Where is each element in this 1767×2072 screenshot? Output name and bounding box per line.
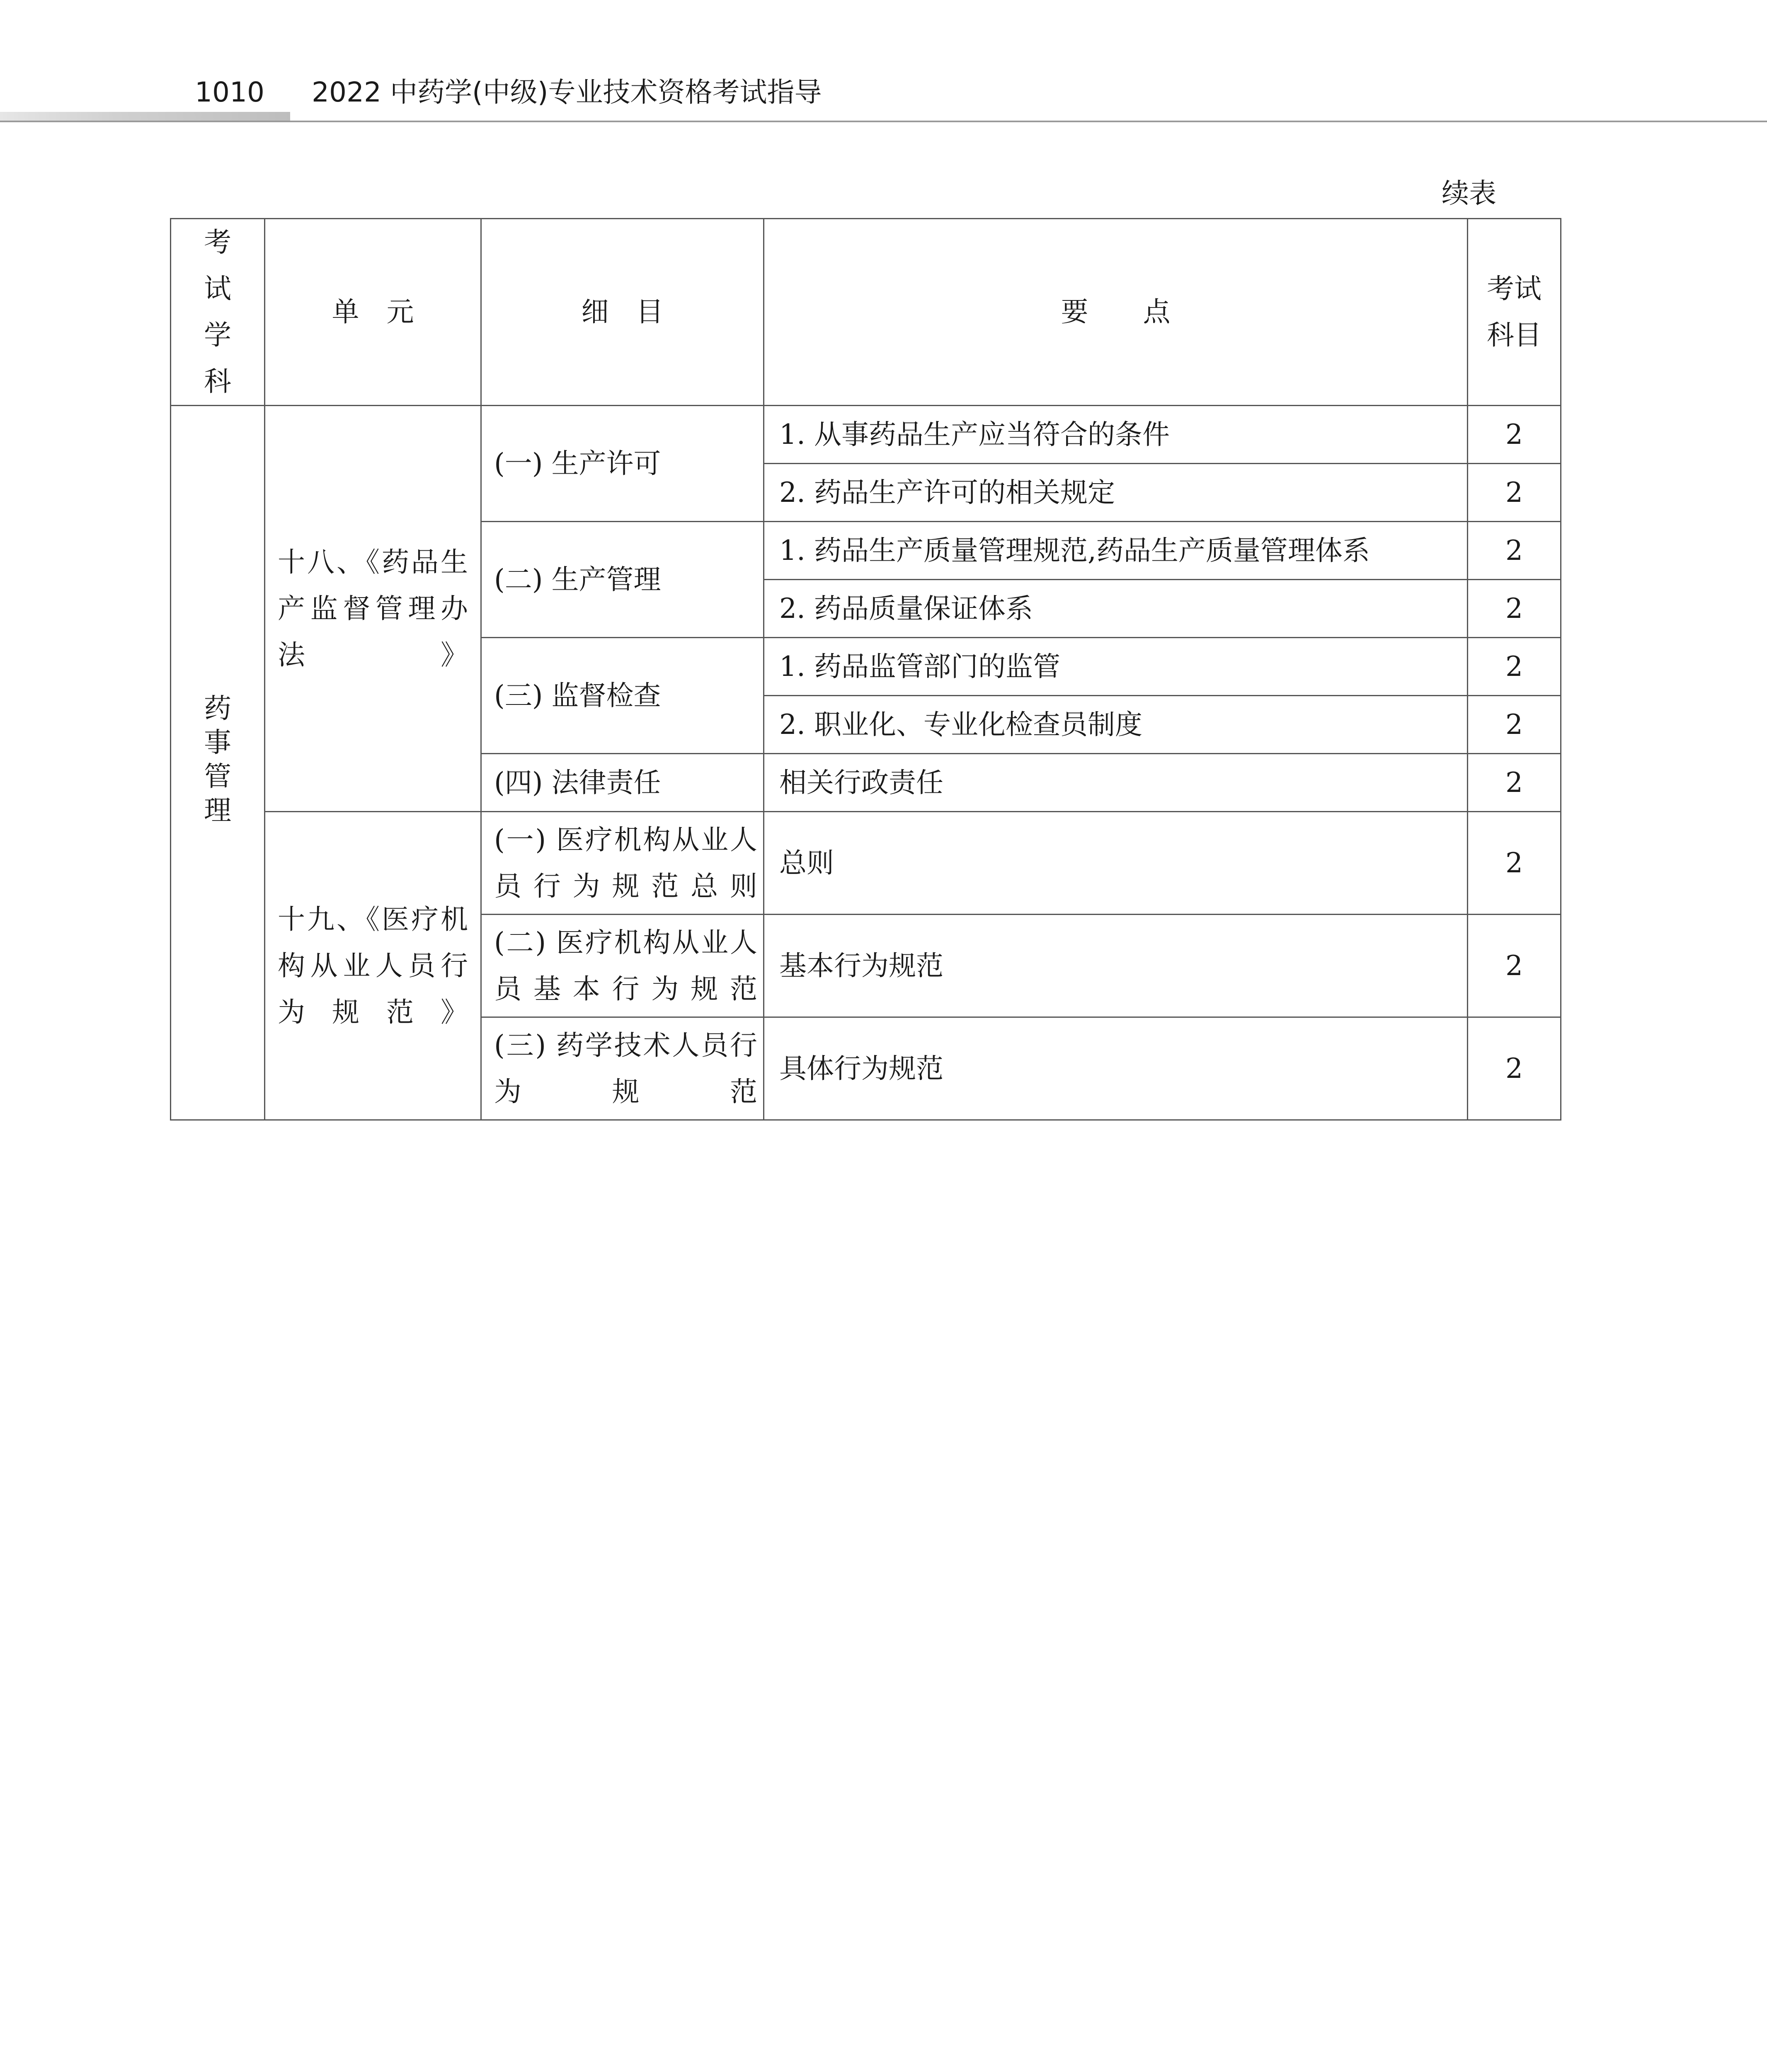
point-cell: 2. 药品生产许可的相关规定 [764,464,1468,522]
table-row [171,406,1561,464]
detail-cell: (一) 生产许可 [481,406,764,522]
point-cell: 1. 药品生产质量管理规范,药品生产质量管理体系 [764,522,1468,580]
point-cell: 具体行为规范 [764,1017,1468,1120]
subject-cell: 药事管理 [171,406,265,1120]
table-continued-label: 续表 [1442,177,1496,209]
detail-cell: (四) 法律责任 [481,754,764,812]
score-cell: 2 [1468,1017,1561,1120]
score-cell: 2 [1468,812,1561,915]
book-title: 2022 中药学(中级)专业技术资格考试指导 [312,76,822,108]
col-header-score: 考试科目 [1468,219,1561,406]
col-header-point: 要 点 [764,219,1468,406]
detail-cell: (二) 生产管理 [481,522,764,638]
score-cell: 2 [1468,915,1561,1017]
col-header-unit: 单 元 [265,219,481,406]
detail-cell: (一) 医疗机构从业人员行为规范总则 [481,812,764,915]
table-row [171,812,1561,915]
exam-syllabus-table [170,218,1561,1121]
score-cell: 2 [1468,696,1561,754]
point-cell: 2. 药品质量保证体系 [764,580,1468,638]
score-cell: 2 [1468,580,1561,638]
score-cell: 2 [1468,406,1561,464]
page-number: 1010 [195,76,264,108]
point-cell: 总则 [764,812,1468,915]
point-cell: 基本行为规范 [764,915,1468,1017]
table-header-row [171,219,1561,406]
score-cell: 2 [1468,464,1561,522]
detail-cell: (二) 医疗机构从业人员基本行为规范 [481,915,764,1017]
unit-cell: 十八、《药品生产监督管理办法》 [265,406,481,812]
point-cell: 2. 职业化、专业化检查员制度 [764,696,1468,754]
point-cell: 相关行政责任 [764,754,1468,812]
col-header-detail: 细 目 [481,219,764,406]
point-cell: 1. 从事药品生产应当符合的条件 [764,406,1468,464]
score-cell: 2 [1468,522,1561,580]
detail-cell: (三) 药学技术人员行为规范 [481,1017,764,1120]
header-rule [0,121,1767,122]
page-header [0,0,1767,124]
header-accent-bar [0,112,290,121]
point-cell: 1. 药品监管部门的监管 [764,638,1468,696]
score-cell: 2 [1468,638,1561,696]
score-cell: 2 [1468,754,1561,812]
detail-cell: (三) 监督检查 [481,638,764,754]
col-header-subject: 考试学科 [171,219,265,406]
unit-cell: 十九、《医疗机构从业人员行为规范》 [265,812,481,1120]
